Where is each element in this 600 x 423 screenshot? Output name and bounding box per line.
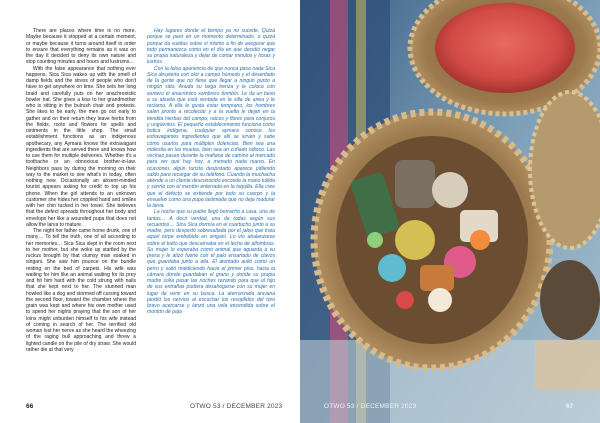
right-page-photo (300, 0, 600, 423)
english-paragraph: With the false appearance that nothing ever happens, Sica Sica wakes up with the smell of damp fields and the stress of people who don't have to get anywhere on time. She sets her long braid and carefully puts on her anachronistic bowler hat. She gives a kiss to her grandmother who is sitting in the bulrush chair and protests. She likes to be early, the men go out early to gather and on their return they leave herbs from the fields, roots and flowers for spells and ointments in the little shop. The small establishment functions as an indigenous apothecary, any Aymara knows the extravagant ingredients that are served there and knows how to use them for multiple deliveries. Whether it's a toothache or an obnoxious brother-in-law. Neighbors pass by during the morning on their way to the market to see what's in today, often nothing new. Occasionally an absent-minded tourist appears asking for credit to top up his phone. When the girl attends to an unknown customer she hides her crippled hand and smiles with her chin tucked in her towel. She believes that the defect spreads throughout her body and envelops her like a wounded pupa that does not allow the larva to mature. (26, 65, 136, 228)
spanish-paragraph: Con la falsa apariencia de que nunca pasa nada Sica Sica despierta con olor a campo húmedo y el desenfado de la gente que no tiene que llegar a ningún punto a ningún sitio. Anuda su larga trenza y le coloca con esmero el anacrónico sombrero bombín. Le da un beso a su abuela que está sentada en la silla de anea y le reclama. A ella le gusta estar temprano, los hombres salen pronto a recolectar y a la vuelta le dejan en la tiendita hierbas del campo, raíces y flores para conjuros y ungüentos. El pequeño establecimiento funciona como botica indígena, cualquier aymara conoce los extravagantes ingredientes que allí se sirven y sabe cómo usarlos para múltiples dolencias. Bien sea una molestia en las muelas, bien sea un cuñado odioso. Las vecinas pasan durante la mañana de camino al mercado para ver qué hay hoy, a menudo nada nuevo. En ocasiones algún turista despistado aparece pidiendo saldo para recargar de su teléfono. Cuando la muchacha atiende a un cliente desconocido esconde la mano tullida y sonríe con el mentón enterrado en la toquilla. Ella cree que el defecto se extiende por todo su cuerpo y la envuelve como una pupa lastimada que no deja madurar la larva. (147, 65, 275, 209)
page-number-left: 66 (26, 403, 34, 410)
spanish-paragraph: Hay lugares donde el tiempo ya no sucede. Quizá porque se paró en un momento determinado, o quizá porque da vueltas sobre sí mismo a fin de asegurar que todo permanezca como en el día en que decidió negar su propia naturaleza y dejar de contar minutos y horas y lustros. (147, 28, 275, 66)
spanish-text-column (147, 28, 275, 398)
english-paragraph: There are places where time is no more. Maybe because it stopped at a certain moment, or maybe because it turns around itself in order to ensure that everything remains as it was on the day it decided to deny its own nature and stop counting minutes and hours and lustrums… (26, 28, 136, 66)
basket-photo (300, 0, 600, 423)
english-text-column (26, 28, 136, 398)
english-paragraph: The night her father came home drunk, one of many… To tell the truth, one of all according to her memories… Sica Sica slept in the room next to her mother, but she woke up startled by the ruckus brought by that clumsy man soaked in singani. She saw him pounce on the bundle resting on the bed of carpets. His wife was waiting for him like an animal waiting for its prey and hit him hard with the cold strung with nails that she kept next to her. The stunned man howled like a dog and stormed off cursing toward the second floor, toward the chamber where the grain was kept and where his own mother used to spend her nights praying that the son of her loins might unburden himself to his wife instead of coming in search of her. The terrified old woman lost her nerve as she heard the wheezing of the raging bull approaching and threw a lighted candle on the pile of dry straw. She would rather die at that very (26, 228, 136, 353)
page-number-right: 67 (566, 403, 574, 410)
issue-label-right: OTWO 53 / DECEMBER 2023 (324, 403, 417, 410)
spanish-paragraph: La noche que su padre llegó borracho a casa, una de tantas… A decir verdad, una de todas según sus recuerdos… Sica Sica dormía en el cuartucho junto a su madre, pero despertó sobresaltada por el jaleo que traía aquel torpe embebido en singani. Lo vio abalanzarse sobre el bulto que descansaba en el lecho de alfombras. Su mujer lo esperaba como animal que aguarda a su presa y le atizó fuerte con el palo ensartado de clavos que guardaba junto a ella. El atontado aulló como un perro y salió maldiciendo hacia el primer piso, hacia la cámara donde guardaban el grano y donde su propia madre solía pasar las noches rezando para que el hijo de sus entrañas pudiera desahogarse con su mujer en lugar de venir en su busca. La aterrorizada anciana perdió los nervios al escuchar los resoplidos del toro bravo acercarse y lanzó una vela encendida sobre el montón de paja (147, 209, 275, 316)
issue-label-left: OTWO 53 / DECEMBER 2023 (190, 403, 283, 410)
